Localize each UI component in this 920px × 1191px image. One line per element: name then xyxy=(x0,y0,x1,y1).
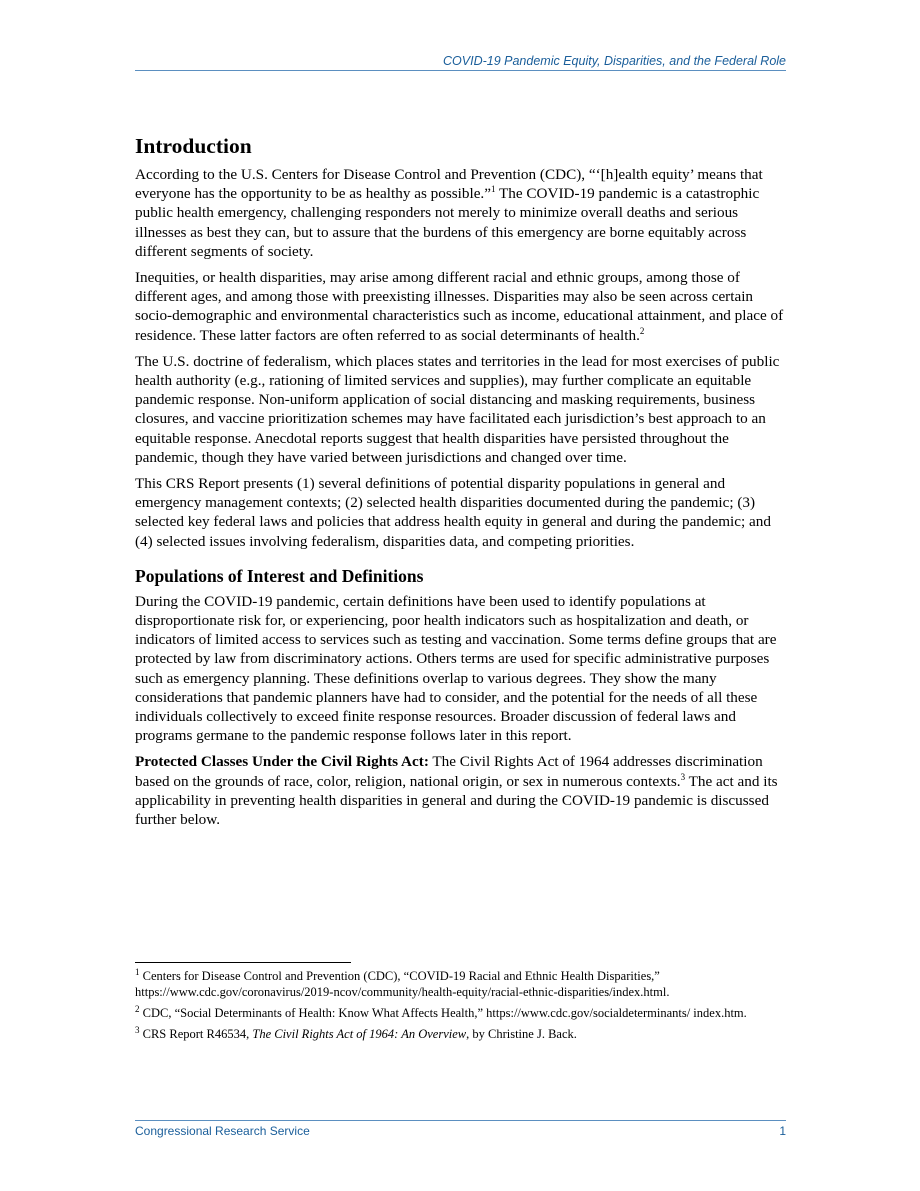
footnote-ref-1[interactable]: 1 xyxy=(490,184,496,195)
text-run: According to the U.S. Centers for Disease Control and Prevention (CDC), “‘[h]ealth equity’ means that everyone has the opportunity to be as healthy as possible.” xyxy=(135,166,763,203)
footnote-2 xyxy=(135,1005,787,1021)
footer-org: Congressional Research Service xyxy=(135,1124,310,1138)
text-run: The COVID-19 pandemic is a catastrophic public health emergency, challenging responders not merely to minimize overall deaths and serious illnesses as best they can, but to assure that the burdens of this emergency are borne equitably across different segments of society. xyxy=(135,185,760,260)
footnote-text: , by Christine J. Back. xyxy=(466,1027,577,1041)
text-run: The Civil Rights Act of 1964 addresses discrimination based on the grounds of race, color, religion, national origin, or sex in numerous contexts. xyxy=(135,753,763,790)
section-heading-populations: Populations of Interest and Definitions xyxy=(135,565,424,586)
populations-paragraph-2 xyxy=(135,752,787,829)
footnote-divider xyxy=(135,962,351,963)
footnote-ref-2[interactable]: 2 xyxy=(639,325,645,336)
footnotes xyxy=(135,968,787,1047)
footnote-number: 1 xyxy=(135,966,140,977)
intro-paragraph-4: This CRS Report presents (1) several definitions of potential disparity populations in general and emergency management contexts; (2) selected health disparities documented during the pandemic; (3) selected key federal laws and policies that address health equity in general and during the pandemic; and (4) selected issues involving federalism, disparities data, and competing priorities. xyxy=(135,475,771,550)
footnote-number: 3 xyxy=(135,1024,140,1035)
text-run: The act and its applicability in preventing health disparities in general and during the COVID-19 pandemic is discussed further below. xyxy=(135,772,778,829)
populations-paragraph-1: During the COVID-19 pandemic, certain definitions have been used to identify populations at disproportionate risk for, or experiencing, poor health indicators such as hospitalization and death, or indicators of limited access to services such as testing and vaccination. Some terms define groups that are protected by law from discriminatory actions. Others terms are used for specific administrative purposes such as emergency planning. These definitions overlap to various degrees. They show the many considerations that pandemic planners have had to consider, and the potential for the needs of all these individuals collectively to exceed finite response resources. Broader discussion of federal laws and programs germane to the pandemic response follows later in this report. xyxy=(135,592,777,745)
main-content xyxy=(135,133,787,836)
footnote-3 xyxy=(135,1026,787,1042)
footnote-text: Centers for Disease Control and Prevention (CDC), “COVID-19 Racial and Ethnic Health Disparities,” https://www.cdc.gov/coronavirus/2019-ncov/community/health-equity/racial-ethnic-disparities/index.html. xyxy=(135,969,670,999)
page-number: 1 xyxy=(779,1124,786,1138)
footnote-text: CRS Report R46534, xyxy=(139,1027,253,1041)
footnote-text: CDC, “Social Determinants of Health: Know What Affects Health,” https://www.cdc.gov/socialdeterminants/ index.htm. xyxy=(139,1006,747,1020)
intro-paragraph-3: The U.S. doctrine of federalism, which places states and territories in the lead for most exercises of public health authority (e.g., rationing of limited services and supplies), may further complicate an equitable pandemic response. Non-uniform application of social distancing and masking requirements, business closures, and vaccine prioritization schemes may have facilitated each jurisdiction’s best approach to an equitable response. Anecdotal reports suggest that health disparities have persisted throughout the pandemic, though they have varied between jurisdictions and changed over time. xyxy=(135,352,780,466)
report-title: The Civil Rights Act of 1964: An Overview xyxy=(252,1027,467,1041)
running-header: COVID-19 Pandemic Equity, Disparities, and the Federal Role xyxy=(135,54,786,71)
intro-paragraph-2 xyxy=(135,268,787,345)
intro-paragraph-1 xyxy=(135,165,787,261)
footnote-number: 2 xyxy=(135,1003,140,1014)
bold-lead-in: Protected Classes Under the Civil Rights Act: xyxy=(135,753,429,771)
footnote-1 xyxy=(135,968,787,1000)
text-run: Inequities, or health disparities, may arise among different racial and ethnic groups, among those of different ages, and among those with preexisting illnesses. Disparities may also be seen across certain socio-demographic and environmental characteristics such as income, educational attainment, and place of residence. These latter factors are often referred to as social determinants of health. xyxy=(135,269,784,344)
footnote-ref-3[interactable]: 3 xyxy=(680,771,686,782)
section-heading-introduction: Introduction xyxy=(135,134,252,158)
page-footer xyxy=(135,1120,786,1138)
